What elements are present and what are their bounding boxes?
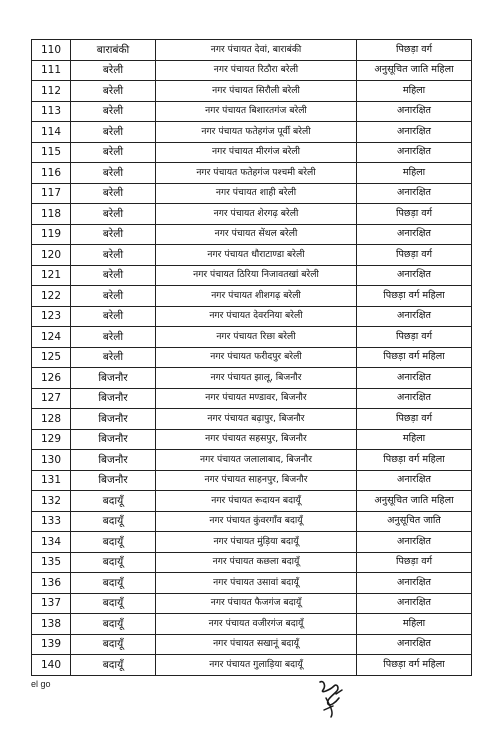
- reservation-category: अनारक्षित: [357, 142, 472, 163]
- district-name: बरेली: [71, 183, 156, 204]
- reservation-category: पिछड़ा वर्ग: [357, 409, 472, 430]
- handwritten-signature-icon: [312, 676, 352, 720]
- reservation-category: अनारक्षित: [357, 573, 472, 594]
- panchayat-name: नगर पंचायत ठिरिया निजावतखां बरेली: [156, 265, 357, 286]
- district-name: बरेली: [71, 60, 156, 81]
- panchayat-name: नगर पंचायत शीशगढ़ बरेली: [156, 286, 357, 307]
- reservation-category: महिला: [357, 614, 472, 635]
- reservation-table: [31, 39, 472, 676]
- row-number: 111: [32, 60, 71, 81]
- row-number: 127: [32, 388, 71, 409]
- panchayat-name: नगर पंचायत फतेहगंज पूर्वी बरेली: [156, 122, 357, 143]
- row-number: 133: [32, 511, 71, 532]
- table-row: [32, 368, 472, 389]
- table-row: [32, 614, 472, 635]
- reservation-category: अनुसूचित जाति महिला: [357, 491, 472, 512]
- district-name: बरेली: [71, 101, 156, 122]
- district-name: बरेली: [71, 142, 156, 163]
- row-number: 130: [32, 450, 71, 471]
- row-number: 116: [32, 163, 71, 184]
- row-number: 129: [32, 429, 71, 450]
- panchayat-name: नगर पंचायत सिरौली बरेली: [156, 81, 357, 102]
- row-number: 124: [32, 327, 71, 348]
- panchayat-name: नगर पंचायत शेरगढ़ बरेली: [156, 204, 357, 225]
- panchayat-name: नगर पंचायत सखानूं बदायूँ: [156, 634, 357, 655]
- panchayat-name: नगर पंचायत मण्डावर, बिजनौर: [156, 388, 357, 409]
- panchayat-name: नगर पंचायत फरीदपुर बरेली: [156, 347, 357, 368]
- district-name: बदायूँ: [71, 552, 156, 573]
- row-number: 125: [32, 347, 71, 368]
- table-row: [32, 655, 472, 676]
- reservation-category: अनारक्षित: [357, 122, 472, 143]
- district-name: बिजनौर: [71, 470, 156, 491]
- reservation-category: अनारक्षित: [357, 101, 472, 122]
- reservation-category: अनुसूचित जाति: [357, 511, 472, 532]
- table-row: [32, 183, 472, 204]
- reservation-category: अनारक्षित: [357, 265, 472, 286]
- row-number: 117: [32, 183, 71, 204]
- district-name: बरेली: [71, 245, 156, 266]
- table-row: [32, 573, 472, 594]
- row-number: 140: [32, 655, 71, 676]
- row-number: 120: [32, 245, 71, 266]
- panchayat-name: नगर पंचायत उसावां बदायूँ: [156, 573, 357, 594]
- reservation-category: पिछड़ा वर्ग महिला: [357, 450, 472, 471]
- district-name: बदायूँ: [71, 491, 156, 512]
- reservation-category: अनारक्षित: [357, 593, 472, 614]
- district-name: बदायूँ: [71, 634, 156, 655]
- district-name: बरेली: [71, 204, 156, 225]
- panchayat-name: नगर पंचायत धौराटाण्डा बरेली: [156, 245, 357, 266]
- reservation-category: महिला: [357, 81, 472, 102]
- district-name: बिजनौर: [71, 388, 156, 409]
- reservation-category: पिछड़ा वर्ग: [357, 40, 472, 61]
- reservation-category: अनारक्षित: [357, 306, 472, 327]
- reservation-category: पिछड़ा वर्ग महिला: [357, 655, 472, 676]
- district-name: बरेली: [71, 286, 156, 307]
- row-number: 131: [32, 470, 71, 491]
- reservation-category: अनारक्षित: [357, 368, 472, 389]
- row-number: 128: [32, 409, 71, 430]
- table-row: [32, 429, 472, 450]
- reservation-category: पिछड़ा वर्ग महिला: [357, 286, 472, 307]
- table-row: [32, 409, 472, 430]
- panchayat-name: नगर पंचायत बिशारतगंज बरेली: [156, 101, 357, 122]
- district-name: बदायूँ: [71, 614, 156, 635]
- row-number: 112: [32, 81, 71, 102]
- reservation-category: अनारक्षित: [357, 224, 472, 245]
- district-name: बदायूँ: [71, 573, 156, 594]
- panchayat-name: नगर पंचायत मीरगंज बरेली: [156, 142, 357, 163]
- district-name: बदायूँ: [71, 532, 156, 553]
- footer-note: el go: [31, 679, 51, 689]
- table-row: [32, 450, 472, 471]
- reservation-category: महिला: [357, 163, 472, 184]
- row-number: 136: [32, 573, 71, 594]
- reservation-category: अनारक्षित: [357, 183, 472, 204]
- district-name: बिजनौर: [71, 368, 156, 389]
- table-row: [32, 306, 472, 327]
- table-row: [32, 634, 472, 655]
- row-number: 119: [32, 224, 71, 245]
- panchayat-name: नगर पंचायत सहसपुर, बिजनौर: [156, 429, 357, 450]
- panchayat-name: नगर पंचायत रिछा बरेली: [156, 327, 357, 348]
- row-number: 114: [32, 122, 71, 143]
- reservation-category: अनारक्षित: [357, 532, 472, 553]
- district-name: बरेली: [71, 306, 156, 327]
- table-row: [32, 327, 472, 348]
- panchayat-name: नगर पंचायत वजीरगंज बदायूँ: [156, 614, 357, 635]
- panchayat-name: नगर पंचायत गुलाड़िया बदायूँ: [156, 655, 357, 676]
- row-number: 123: [32, 306, 71, 327]
- district-name: बरेली: [71, 122, 156, 143]
- reservation-category: अनारक्षित: [357, 388, 472, 409]
- district-name: बिजनौर: [71, 429, 156, 450]
- table-row: [32, 163, 472, 184]
- reservation-category: पिछड़ा वर्ग: [357, 327, 472, 348]
- table-row: [32, 122, 472, 143]
- table-row: [32, 101, 472, 122]
- panchayat-name: नगर पंचायत कुंवरगाँव बदायूँ: [156, 511, 357, 532]
- district-name: बदायूँ: [71, 511, 156, 532]
- table-row: [32, 245, 472, 266]
- table-row: [32, 470, 472, 491]
- reservation-category: अनुसूचित जाति महिला: [357, 60, 472, 81]
- table-row: [32, 204, 472, 225]
- panchayat-name: नगर पंचायत देवां, बाराबंकी: [156, 40, 357, 61]
- panchayat-name: नगर पंचायत रिठौरा बरेली: [156, 60, 357, 81]
- district-name: बरेली: [71, 224, 156, 245]
- panchayat-name: नगर पंचायत साहनपुर, बिजनौर: [156, 470, 357, 491]
- table-row: [32, 265, 472, 286]
- row-number: 121: [32, 265, 71, 286]
- table-row: [32, 60, 472, 81]
- row-number: 118: [32, 204, 71, 225]
- table-row: [32, 552, 472, 573]
- panchayat-name: नगर पंचायत सेंथल बरेली: [156, 224, 357, 245]
- panchayat-name: नगर पंचायत मुंड़िया बदायूँ: [156, 532, 357, 553]
- row-number: 115: [32, 142, 71, 163]
- table-row: [32, 81, 472, 102]
- row-number: 113: [32, 101, 71, 122]
- reservation-category: अनारक्षित: [357, 470, 472, 491]
- panchayat-name: नगर पंचायत रूदायन बदायूँ: [156, 491, 357, 512]
- district-name: बरेली: [71, 163, 156, 184]
- reservation-category: पिछड़ा वर्ग: [357, 204, 472, 225]
- row-number: 126: [32, 368, 71, 389]
- panchayat-name: नगर पंचायत देवरनिया बरेली: [156, 306, 357, 327]
- reservation-category: पिछड़ा वर्ग: [357, 245, 472, 266]
- reservation-category: महिला: [357, 429, 472, 450]
- row-number: 134: [32, 532, 71, 553]
- district-name: बाराबंकी: [71, 40, 156, 61]
- row-number: 139: [32, 634, 71, 655]
- table-row: [32, 286, 472, 307]
- row-number: 110: [32, 40, 71, 61]
- panchayat-name: नगर पंचायत जलालाबाद, बिजनौर: [156, 450, 357, 471]
- row-number: 122: [32, 286, 71, 307]
- district-name: बिजनौर: [71, 450, 156, 471]
- district-name: बरेली: [71, 327, 156, 348]
- table-row: [32, 532, 472, 553]
- row-number: 132: [32, 491, 71, 512]
- district-name: बरेली: [71, 81, 156, 102]
- table-row: [32, 491, 472, 512]
- reservation-category: पिछड़ा वर्ग महिला: [357, 347, 472, 368]
- table-body: [32, 40, 472, 676]
- district-name: बरेली: [71, 347, 156, 368]
- table-row: [32, 388, 472, 409]
- table-row: [32, 40, 472, 61]
- panchayat-name: नगर पंचायत शाही बरेली: [156, 183, 357, 204]
- reservation-category: पिछड़ा वर्ग: [357, 552, 472, 573]
- panchayat-name: नगर पंचायत फतेहगंज पश्चमी बरेली: [156, 163, 357, 184]
- row-number: 137: [32, 593, 71, 614]
- district-name: बरेली: [71, 265, 156, 286]
- panchayat-name: नगर पंचायत बढ़ापुर, बिजनौर: [156, 409, 357, 430]
- panchayat-name: नगर पंचायत फैजगंज बदायूँ: [156, 593, 357, 614]
- district-name: बदायूँ: [71, 593, 156, 614]
- table-row: [32, 593, 472, 614]
- panchayat-name: नगर पंचायत कछला बदायूँ: [156, 552, 357, 573]
- table-row: [32, 511, 472, 532]
- district-name: बदायूँ: [71, 655, 156, 676]
- row-number: 138: [32, 614, 71, 635]
- row-number: 135: [32, 552, 71, 573]
- reservation-category: अनारक्षित: [357, 634, 472, 655]
- table-row: [32, 142, 472, 163]
- table-row: [32, 224, 472, 245]
- panchayat-name: नगर पंचायत झालू, बिजनौर: [156, 368, 357, 389]
- district-name: बिजनौर: [71, 409, 156, 430]
- table-row: [32, 347, 472, 368]
